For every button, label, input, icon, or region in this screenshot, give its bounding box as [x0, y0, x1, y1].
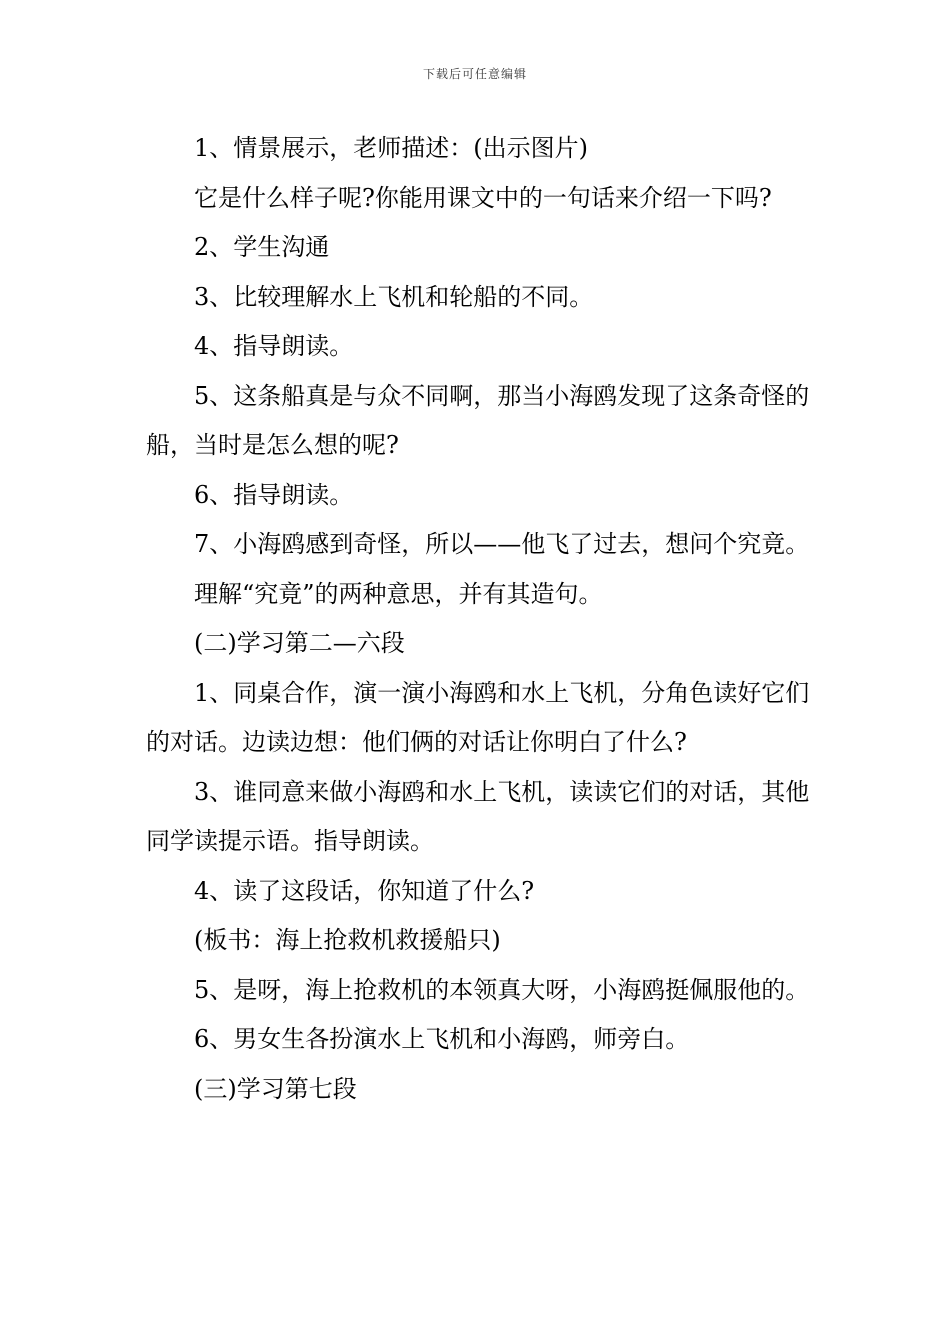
paragraph: 5、是呀，海上抢救机的本领真大呀，小海鸥挺佩服他的。: [194, 975, 810, 1004]
document-body: [146, 124, 811, 1114]
paragraph: 3、谁同意来做小海鸥和水上飞机，读读它们的对话，其他同学读提示语。指导朗读。: [146, 777, 810, 855]
section-heading: (三)学习第七段: [194, 1074, 357, 1103]
paragraph: 6、指导朗读。: [194, 480, 354, 509]
paragraph: 理解“究竟”的两种意思，并有其造句。: [194, 579, 603, 608]
paragraph: 7、小海鸥感到奇怪，所以——他飞了过去，想问个究竟。: [194, 530, 810, 558]
paragraph: 2、学生沟通: [194, 233, 330, 261]
paragraph: 1、情景展示，老师描述：(出示图片): [194, 134, 588, 162]
paragraph: 5、这条船真是与众不同啊，那当小海鸥发现了这条奇怪的船，当时是怎么想的呢?: [146, 381, 810, 459]
page-header: 下载后可任意编辑: [422, 67, 527, 81]
paragraph: 4、读了这段话，你知道了什么?: [194, 876, 535, 905]
paragraph: 4、指导朗读。: [194, 332, 354, 360]
paragraph: 它是什么样子呢?你能用课文中的一句话来介绍一下吗?: [194, 183, 772, 212]
section-heading: (二)学习第二—六段: [194, 629, 405, 657]
paragraph: (板书：海上抢救机救援船只): [194, 926, 501, 954]
paragraph: 1、同桌合作，演一演小海鸥和水上飞机，分角色读好它们的对话。边读边想：他们俩的对话让你明白了什么?: [146, 678, 810, 756]
paragraph: 6、男女生各扮演水上飞机和小海鸥，师旁白。: [194, 1025, 690, 1053]
paragraph: 3、比较理解水上飞机和轮船的不同。: [194, 282, 594, 311]
